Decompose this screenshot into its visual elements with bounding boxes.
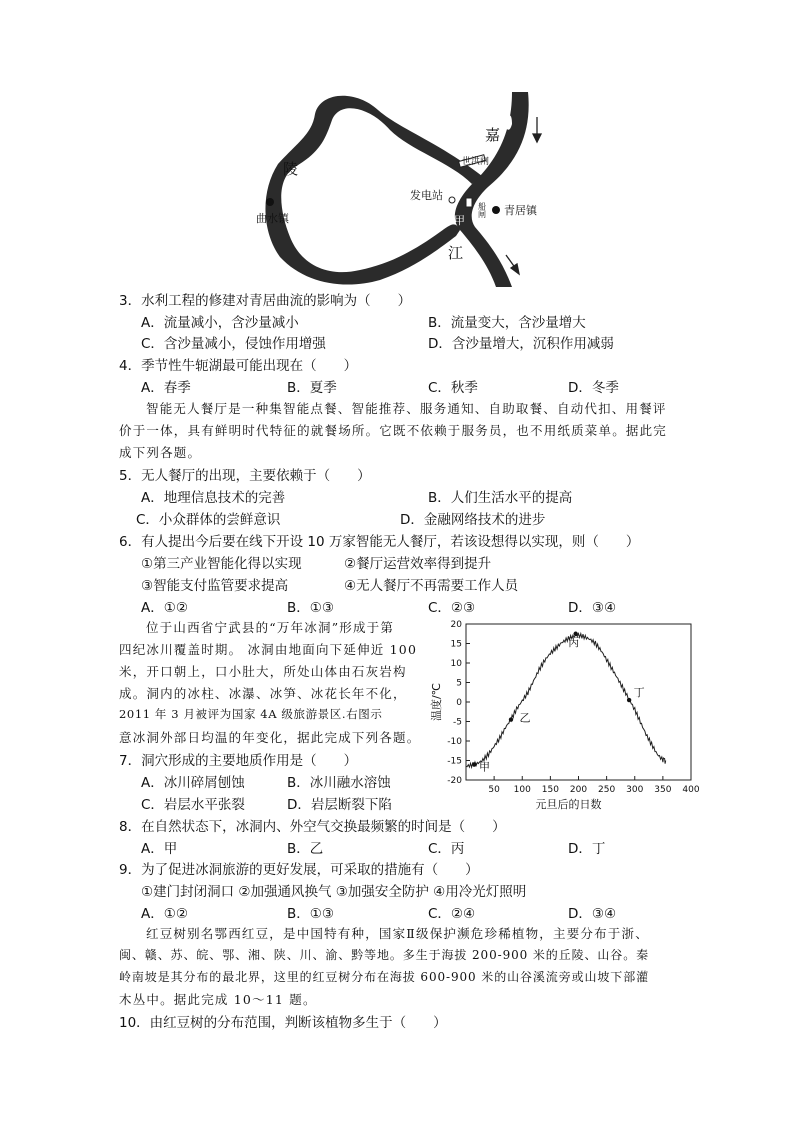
q3-option-b[interactable]: B．流量变大，含沙量增大 — [428, 315, 586, 331]
x-tick-label: 50 — [488, 785, 500, 795]
passage3-line4: 成。洞内的冰柱、冰瀑、冰笋、冰花长年不化， — [119, 686, 407, 701]
y-tick-label: 10 — [450, 659, 462, 669]
q4-option-a[interactable]: A．春季 — [141, 380, 191, 396]
q7-option-b[interactable]: B．冰川融水溶蚀 — [287, 775, 391, 791]
passage3-line1: 位于山西省宁武县的“万年冰洞”形成于第 — [146, 620, 395, 635]
point-marker — [509, 717, 513, 721]
point-label: 丙 — [568, 635, 580, 649]
q4-stem: 4．季节性牛轭湖最可能出现在（ ） — [119, 358, 358, 374]
passage3-line6: 意冰洞外部日均温的年变化，据此完成下列各题。 — [119, 730, 421, 745]
q8-stem: 8．在自然状态下，冰洞内、外空气交换最频繁的时间是（ ） — [119, 819, 506, 835]
q3-option-d[interactable]: D．含沙量增大，沉积作用减弱 — [428, 336, 614, 352]
q5-option-c[interactable]: C．小众群体的尝鲜意识 — [136, 512, 281, 528]
y-axis-label: 温度/℃ — [430, 682, 443, 722]
point-marker — [472, 762, 476, 766]
q6-statement-2: ②餐厅运营效率得到提升 — [344, 556, 492, 572]
point-label: 丁 — [633, 686, 645, 700]
q6-statement-3: ③智能支付监管要求提高 — [141, 578, 289, 594]
y-tick-label: 5 — [456, 678, 462, 689]
x-tick-label: 300 — [626, 785, 644, 795]
q9-statements: ①建门封闭洞口 ②加强通风换气 ③加强安全防护 ④用冷光灯照明 — [141, 884, 527, 900]
q4-option-d[interactable]: D．冬季 — [568, 380, 619, 396]
x-tick-label: 100 — [513, 785, 531, 795]
passage4-line3: 岭南坡是其分布的最北界，这里的红豆树分布在海拔 600-900 米的山谷溪流旁或山坡下部灌 — [119, 970, 649, 984]
point-label: 乙 — [519, 711, 531, 725]
q6-option-d[interactable]: D．③④ — [568, 600, 617, 616]
passage4-line2: 闽、赣、苏、皖、鄂、湘、陕、川、渝、黔等地。多生于海拔 200-900 米的丘陵、山谷。秦 — [119, 948, 649, 962]
q4-option-b[interactable]: B．夏季 — [287, 380, 337, 396]
q8-option-a[interactable]: A．甲 — [141, 841, 178, 857]
passage3-line5: 2011 年 3 月被评为国家 4A 级旅游景区.右图示 — [119, 707, 383, 721]
q5-option-a[interactable]: A．地理信息技术的完善 — [141, 490, 286, 506]
passage2-line1: 智能无人餐厅是一种集智能点餐、智能推荐、服务通知、自助取餐、自动代扣、用餐评 — [146, 401, 667, 416]
x-tick-label: 250 — [598, 785, 616, 795]
x-tick-label: 400 — [682, 785, 700, 795]
ship-lock-symbol — [466, 198, 472, 207]
q10-stem: 10．由红豆树的分布范围，判断该植物多生于（ ） — [119, 1015, 447, 1031]
y-tick-label: -5 — [453, 717, 462, 728]
label-power-station: 发电站 — [410, 189, 443, 202]
q4-option-c[interactable]: C．秋季 — [428, 380, 478, 396]
q8-option-b[interactable]: B．乙 — [287, 841, 324, 857]
q6-stem: 6．有人提出今后要在线下开设 10 万家智能无人餐厅，若该设想得以实现，则（ ） — [119, 534, 640, 550]
q5-option-b[interactable]: B．人们生活水平的提高 — [428, 490, 573, 506]
y-tick-label: -15 — [447, 756, 462, 767]
river-map — [250, 92, 560, 287]
passage3-line3: 米，开口朝上，口小肚大，所处山体由石灰岩构 — [119, 664, 407, 679]
q7-option-a[interactable]: A．冰川碎屑刨蚀 — [141, 775, 245, 791]
label-qingju-town: 青居镇 — [504, 204, 537, 217]
temperature-chart — [418, 618, 708, 810]
q7-stem: 7．洞穴形成的主要地质作用是（ ） — [119, 753, 358, 769]
passage2-line3: 成下列各题。 — [119, 445, 202, 460]
q9-option-b[interactable]: B．①③ — [287, 906, 334, 922]
y-tick-label: 20 — [450, 620, 462, 630]
q9-option-d[interactable]: D．③④ — [568, 906, 617, 922]
y-tick-label: -20 — [447, 776, 462, 786]
label-jia-point: 甲 — [454, 214, 465, 227]
label-jiang: 江 — [448, 244, 464, 262]
x-tick-label: 350 — [654, 785, 672, 795]
label-shihong-gate: 世洪闸 — [462, 157, 490, 167]
y-tick-label: 0 — [456, 698, 462, 708]
passage3-line2: 四纪冰川覆盖时期。 冰洞由地面向下延伸近 100 — [119, 642, 418, 657]
q9-option-c[interactable]: C．②④ — [428, 906, 476, 922]
temperature-series-line — [466, 634, 666, 768]
q8-option-d[interactable]: D．丁 — [568, 841, 606, 857]
label-ling: 陵 — [283, 160, 299, 178]
x-tick-label: 150 — [541, 785, 559, 795]
y-tick-label: 15 — [450, 639, 462, 650]
x-axis-label: 元旦后的日数 — [535, 798, 602, 810]
q3-stem: 3．水利工程的修建对青居曲流的影响为（ ） — [119, 293, 412, 309]
passage4-line1: 红豆树别名鄂西红豆，是中国特有种，国家Ⅱ级保护濒危珍稀植物，主要分布于浙、 — [146, 926, 649, 941]
y-tick-label: -10 — [447, 737, 462, 747]
q6-option-c[interactable]: C．②③ — [428, 600, 476, 616]
q7-option-d[interactable]: D．岩层断裂下陷 — [287, 797, 392, 813]
qushui-town-dot — [266, 198, 274, 206]
q9-option-a[interactable]: A．①② — [141, 906, 188, 922]
q3-option-a[interactable]: A．流量减小，含沙量减小 — [141, 315, 299, 331]
q8-option-c[interactable]: C．丙 — [428, 841, 465, 857]
q7-option-c[interactable]: C．岩层水平张裂 — [141, 797, 245, 813]
q3-option-c[interactable]: C．含沙量减小，侵蚀作用增强 — [141, 336, 326, 352]
label-qushui-town: 曲水镇 — [256, 212, 289, 225]
q5-option-d[interactable]: D．金融网络技术的进步 — [400, 512, 546, 528]
q6-statement-4: ④无人餐厅不再需要工作人员 — [344, 578, 519, 594]
q6-option-a[interactable]: A．①② — [141, 600, 188, 616]
qingju-town-dot — [492, 206, 500, 214]
label-jia-river: 嘉 — [485, 126, 501, 144]
label-ship-lock: 船闸 — [477, 202, 487, 218]
q9-stem: 9．为了促进冰洞旅游的更好发展，可采取的措施有（ ） — [119, 862, 479, 878]
point-marker — [627, 698, 631, 702]
q6-option-b[interactable]: B．①③ — [287, 600, 334, 616]
power-station-symbol — [449, 197, 455, 203]
q5-stem: 5．无人餐厅的出现，主要依赖于（ ） — [119, 468, 371, 484]
river-main-channel — [455, 92, 529, 287]
passage4-line4: 木丛中。据此完成 10～11 题。 — [119, 992, 317, 1007]
q6-statement-1: ①第三产业智能化得以实现 — [141, 556, 302, 572]
point-label: 甲 — [478, 760, 490, 774]
passage2-line2: 价于一体，具有鲜明时代特征的就餐场所。它既不依赖于服务员，也不用纸质菜单。据此完 — [119, 423, 668, 438]
x-tick-label: 200 — [569, 785, 588, 795]
